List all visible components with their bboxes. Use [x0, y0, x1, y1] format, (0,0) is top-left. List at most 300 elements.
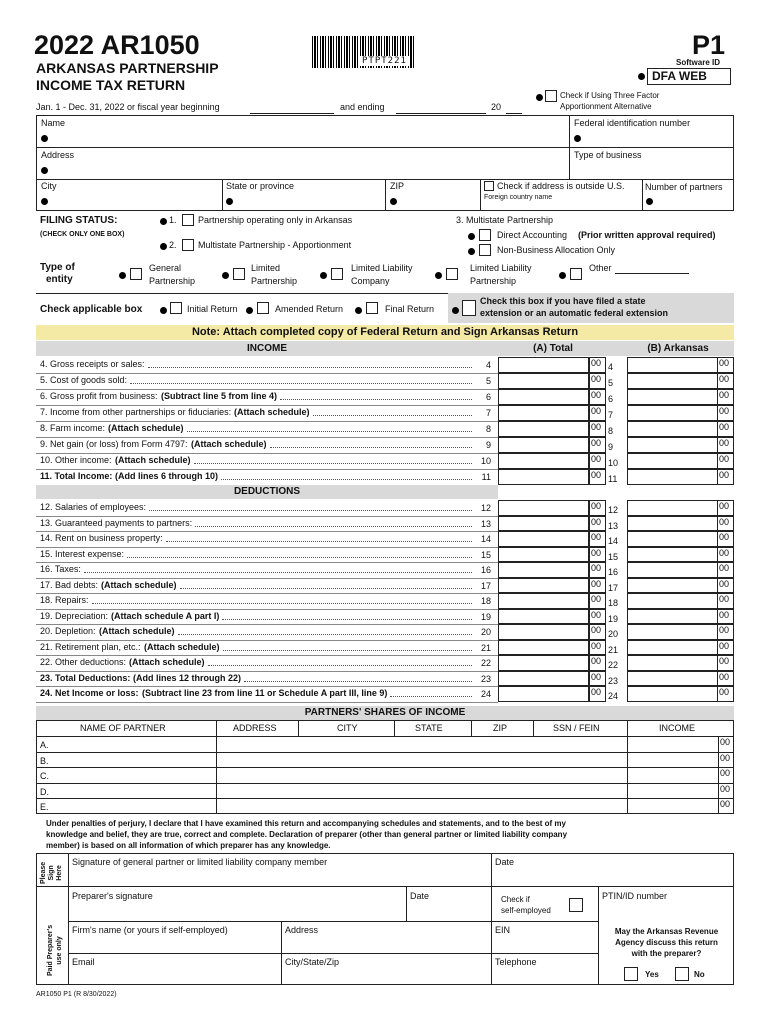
amount-total-field[interactable]	[498, 357, 589, 373]
amended-return-checkbox[interactable]	[257, 302, 269, 314]
amount-arkansas-field[interactable]	[627, 437, 718, 453]
entity-limited-label: Limited	[251, 263, 281, 273]
amount-total-field[interactable]	[498, 469, 589, 485]
partner-name-field[interactable]	[69, 798, 216, 813]
telephone-label: Telephone	[495, 957, 537, 967]
row-divider	[36, 655, 498, 656]
ptin-label: PTIN/ID number	[602, 891, 668, 901]
cents-arkansas-value: 00	[719, 625, 730, 635]
filing-status-1-checkbox[interactable]	[182, 214, 194, 226]
column-line-number: 23	[608, 675, 619, 686]
dot-leader	[280, 392, 472, 400]
entity-other-line[interactable]	[615, 273, 689, 274]
discuss-label: May the Arkansas Revenue	[614, 927, 719, 936]
line-number: 22	[480, 658, 491, 668]
amount-arkansas-field[interactable]	[627, 655, 718, 671]
amount-total-field[interactable]	[498, 531, 589, 547]
bullet-icon	[468, 233, 475, 240]
final-return-label: Final Return	[385, 304, 435, 314]
please-sign-3: Here	[56, 865, 63, 881]
row-divider	[36, 671, 498, 672]
bullet-icon	[435, 272, 442, 279]
preparer-date-label: Date	[410, 891, 430, 901]
year-prefix: 20	[491, 102, 502, 112]
cents-arkansas-value: 00	[719, 640, 730, 651]
cents-arkansas-value: 00	[719, 470, 730, 480]
line-label: 8. Farm income:	[40, 423, 106, 433]
bullet-icon	[452, 307, 459, 314]
line-number: 10	[480, 456, 491, 466]
partner-income-field[interactable]	[628, 798, 718, 813]
row-divider	[36, 578, 498, 579]
partner-row-label: B.	[40, 755, 49, 766]
dot-leader	[127, 550, 472, 558]
amount-arkansas-field[interactable]	[627, 357, 718, 373]
amount-total-field[interactable]	[498, 578, 589, 594]
column-line-number: 4	[608, 362, 614, 372]
amount-total-field[interactable]	[498, 609, 589, 625]
column-line-number: 19	[608, 613, 619, 624]
cents-arkansas-value: 00	[719, 656, 730, 666]
partners-header: PARTNERS' SHARES OF INCOME	[304, 707, 466, 718]
line-number: 19	[480, 611, 491, 622]
row-divider	[36, 593, 498, 594]
amount-arkansas-field[interactable]	[627, 547, 718, 563]
amount-arkansas-field[interactable]	[627, 531, 718, 547]
line-number: 12	[480, 503, 491, 513]
dot-leader	[148, 360, 472, 368]
row-divider	[36, 389, 498, 390]
three-factor-checkbox[interactable]	[545, 90, 557, 102]
line-number: 20	[480, 627, 491, 637]
partner-details-field[interactable]	[217, 783, 627, 798]
cents-total-value: 00	[591, 532, 602, 542]
line-number: 23	[480, 673, 491, 684]
line-label: 16. Taxes:	[40, 564, 81, 574]
partner-income-cents: 00	[720, 737, 731, 747]
entity-llc-label: Limited Liability	[351, 263, 413, 273]
line-number: 13	[480, 518, 491, 529]
amount-arkansas-field[interactable]	[627, 389, 718, 405]
row-divider	[36, 702, 498, 703]
line-number: 7	[485, 408, 491, 418]
amount-arkansas-field[interactable]	[627, 593, 718, 609]
column-line-number: 12	[608, 505, 619, 515]
state-label: State or province	[226, 181, 295, 191]
column-line-number: 7	[608, 410, 614, 420]
cents-total-value: 00	[591, 578, 602, 589]
row-divider	[36, 421, 498, 422]
bullet-icon	[160, 218, 167, 225]
address-label: Address	[41, 150, 75, 160]
amount-arkansas-field[interactable]	[627, 373, 718, 389]
column-line-number: 24	[608, 691, 619, 701]
cents-total-value: 00	[591, 594, 602, 604]
col-partner-zip: ZIP	[493, 723, 508, 733]
cents-arkansas-value: 00	[719, 578, 730, 589]
amount-total-field[interactable]	[498, 453, 589, 469]
partner-details-field[interactable]	[217, 798, 627, 813]
amount-arkansas-field[interactable]	[627, 405, 718, 421]
partner-income-field[interactable]	[628, 752, 718, 767]
partner-row-label: C.	[40, 771, 49, 782]
partner-income-cents: 00	[720, 752, 731, 763]
amount-total-field[interactable]	[498, 671, 589, 687]
cents-total-value: 00	[591, 422, 602, 432]
column-line-number: 13	[608, 520, 619, 531]
cents-arkansas-value: 00	[719, 406, 730, 416]
partner-name-field[interactable]	[69, 736, 216, 751]
outside-us-label: Check if address is outside U.S.	[497, 181, 625, 191]
cents-total-value: 00	[591, 625, 602, 635]
amount-total-field[interactable]	[498, 593, 589, 609]
name-label: Name	[41, 118, 66, 128]
cents-arkansas-value: 00	[719, 374, 730, 384]
income-header: INCOME	[247, 343, 287, 354]
dot-leader	[221, 472, 472, 480]
deductions-header: DEDUCTIONS	[233, 486, 301, 497]
entity-other-label: Other	[589, 263, 612, 273]
dot-leader	[166, 534, 472, 542]
dot-leader	[178, 627, 472, 635]
signature-date-label: Date	[495, 857, 515, 867]
cents-arkansas-value: 00	[719, 532, 730, 542]
cents-arkansas-value: 00	[719, 594, 730, 604]
filing-status-2-checkbox[interactable]	[182, 239, 194, 251]
cents-arkansas-value: 00	[719, 438, 730, 448]
row-divider	[36, 562, 498, 563]
line-instruction: (Attach schedule)	[99, 626, 175, 636]
line-instruction: (Add lines 12 through 22)	[133, 672, 242, 683]
signature-label: Signature of general partner or limited liability company member	[72, 857, 328, 867]
amount-total-field[interactable]	[498, 373, 589, 389]
entity-general-checkbox[interactable]	[130, 268, 142, 280]
footer-form-id: AR1050 P1 (R 8/30/2022)	[36, 991, 117, 998]
column-line-number: 6	[608, 394, 614, 404]
name-field[interactable]	[41, 135, 48, 142]
discuss-label-3: with the preparer?	[631, 949, 702, 958]
entity-llp-label: Limited Liability	[470, 263, 532, 273]
column-line-number: 8	[608, 426, 614, 436]
partner-row-label: D.	[40, 786, 49, 797]
discuss-yes-label: Yes	[645, 970, 659, 979]
address-field[interactable]	[41, 167, 48, 174]
partner-details-field[interactable]	[217, 767, 627, 782]
line-label: 12. Salaries of employees:	[40, 502, 147, 512]
amount-arkansas-field[interactable]	[627, 624, 718, 640]
cents-total-value: 00	[591, 640, 602, 651]
amount-arkansas-field[interactable]	[627, 640, 718, 656]
column-line-number: 20	[608, 629, 619, 639]
line-label: 7. Income from other partnerships or fiduciaries:	[40, 407, 232, 417]
partners-field[interactable]	[646, 198, 653, 205]
please-sign-2: Sign	[48, 865, 55, 881]
final-return-checkbox[interactable]	[366, 302, 378, 314]
cents-total-value: 00	[591, 516, 602, 527]
bullet-icon	[246, 307, 253, 314]
fiscal-begin-line[interactable]	[250, 113, 334, 114]
partner-details-field[interactable]	[217, 736, 627, 751]
line-label: 15. Interest expense:	[40, 548, 125, 559]
bullet-icon	[119, 272, 126, 279]
entity-llc-checkbox[interactable]	[331, 268, 343, 280]
dot-leader	[180, 581, 472, 589]
column-line-number: 9	[608, 442, 614, 452]
partner-name-field[interactable]	[69, 752, 216, 767]
partner-name-field[interactable]	[69, 767, 216, 782]
cents-total-value: 00	[591, 687, 602, 697]
amount-total-field[interactable]	[498, 405, 589, 421]
opt2-num: 2.	[169, 240, 177, 250]
paid-prep-1: Paid Preparer's	[47, 924, 54, 976]
line-number: 5	[485, 376, 491, 386]
dot-leader	[313, 408, 472, 416]
entity-limited-label-2: Partnership	[251, 276, 298, 286]
cents-total-value: 00	[591, 374, 602, 384]
line-label: 4. Gross receipts or sales:	[40, 359, 145, 369]
fein-field[interactable]	[574, 135, 581, 142]
direct-accounting-note: (Prior written approval required)	[578, 230, 716, 240]
outside-us-checkbox[interactable]	[484, 181, 494, 191]
column-line-number: 16	[608, 567, 619, 577]
line-instruction: (Attach schedule A part I)	[111, 610, 220, 621]
cents-arkansas-value: 00	[719, 422, 730, 432]
amount-total-field[interactable]	[498, 547, 589, 563]
filing-status-sublabel: (CHECK ONLY ONE BOX)	[40, 231, 125, 238]
extension-checkbox[interactable]	[462, 300, 476, 316]
row-divider	[36, 373, 498, 374]
bullet-icon	[160, 243, 167, 250]
paid-preparer-label	[46, 925, 64, 976]
cents-total-value: 00	[591, 454, 602, 464]
email-label: Email	[72, 957, 95, 967]
dot-leader	[244, 674, 472, 682]
partner-row-label: E.	[40, 802, 49, 813]
col-partner-address: ADDRESS	[233, 723, 277, 733]
column-line-number: 5	[608, 378, 614, 388]
business-type-label: Type of business	[574, 150, 642, 160]
perjury-line-1: Under penalties of perjury, I declare that I have examined this return and accompanying schedules and statements, and to the best of my	[46, 819, 566, 828]
three-factor-label: Check if Using Three Factor	[560, 91, 660, 100]
amount-arkansas-field[interactable]	[627, 421, 718, 437]
zip-label: ZIP	[390, 181, 405, 191]
partner-name-field[interactable]	[69, 783, 216, 798]
line-instruction: (Subtract line 23 from line 11 or Schedule A part III, line 9)	[142, 688, 388, 698]
fiscal-end-line[interactable]	[396, 113, 486, 114]
line-instruction: (Attach schedule)	[129, 657, 205, 667]
entity-llp-checkbox[interactable]	[446, 268, 458, 280]
barcode-text: PTPT221	[362, 56, 407, 66]
entity-general-label: General	[149, 263, 182, 273]
non-business-checkbox[interactable]	[479, 244, 491, 256]
entity-label-2: entity	[46, 274, 73, 285]
software-id-field[interactable]: DFA WEB	[647, 68, 731, 85]
line-instruction: (Attach schedule)	[115, 455, 191, 465]
cents-arkansas-value: 00	[719, 671, 730, 682]
city-label: City	[41, 181, 57, 191]
cents-arkansas-value: 00	[719, 563, 730, 573]
line-label: 18. Repairs:	[40, 595, 89, 605]
cents-arkansas-value: 00	[719, 687, 730, 697]
discuss-yes-checkbox[interactable]	[624, 967, 638, 981]
amount-arkansas-field[interactable]	[627, 469, 718, 485]
cents-total-value: 00	[591, 406, 602, 416]
column-line-number: 14	[608, 536, 619, 546]
bullet-icon	[355, 307, 362, 314]
partner-row-label: A.	[40, 740, 49, 750]
firm-address-label: Address	[285, 925, 319, 935]
amount-total-field[interactable]	[498, 500, 589, 516]
line-label: 21. Retirement plan, etc.:	[40, 641, 141, 652]
line-label: 14. Rent on business property:	[40, 533, 163, 543]
amount-total-field[interactable]	[498, 655, 589, 671]
cents-total-value: 00	[591, 438, 602, 448]
bullet-icon	[320, 272, 327, 279]
cents-arkansas-value: 00	[719, 454, 730, 464]
entity-limited-checkbox[interactable]	[233, 268, 245, 280]
extension-label: Check this box if you have filed a state	[480, 296, 646, 306]
city-state-zip-label: City/State/Zip	[285, 957, 340, 967]
row-divider	[36, 516, 498, 517]
amount-arkansas-field[interactable]	[627, 609, 718, 625]
line-label: 9. Net gain (or loss) from Form 4797:	[40, 439, 188, 449]
line-number: 18	[480, 596, 491, 606]
row-divider	[36, 624, 498, 625]
line-number: 8	[485, 424, 491, 434]
row-divider	[36, 640, 498, 641]
amount-arkansas-field[interactable]	[627, 578, 718, 594]
paid-prep-2: use only	[56, 936, 63, 965]
line-label: 20. Depletion:	[40, 626, 96, 636]
amount-arkansas-field[interactable]	[627, 500, 718, 516]
fein-label: Federal identification number	[574, 118, 691, 128]
initial-return-checkbox[interactable]	[170, 302, 182, 314]
cents-arkansas-value: 00	[719, 516, 730, 527]
direct-accounting-checkbox[interactable]	[479, 229, 491, 241]
direct-accounting-label: Direct Accounting	[497, 230, 568, 240]
line-label: 10. Other income:	[40, 455, 112, 465]
amount-total-field[interactable]	[498, 516, 589, 532]
cents-total-value: 00	[591, 563, 602, 573]
tax-year-label: Jan. 1 - Dec. 31, 2022 or fiscal year beginning	[36, 102, 220, 112]
year-line[interactable]	[506, 113, 522, 114]
column-line-number: 21	[608, 644, 619, 655]
partner-income-field[interactable]	[628, 783, 718, 798]
dot-leader	[92, 596, 472, 604]
bullet-icon	[638, 73, 645, 80]
applicable-label: Check applicable box	[40, 304, 143, 315]
cents-arkansas-value: 00	[719, 609, 730, 620]
partner-income-cents: 00	[720, 799, 731, 810]
row-divider	[36, 531, 498, 532]
extension-label-2: extension or an automatic federal extension	[480, 308, 669, 318]
dot-leader	[84, 565, 472, 573]
amount-arkansas-field[interactable]	[627, 453, 718, 469]
page-id: P1	[692, 30, 726, 60]
dot-leader	[270, 440, 472, 448]
and-ending-label: and ending	[340, 102, 385, 112]
col-partner-income: INCOME	[659, 723, 695, 733]
amount-total-field[interactable]	[498, 640, 589, 656]
amount-total-field[interactable]	[498, 389, 589, 405]
amount-total-field[interactable]	[498, 421, 589, 437]
cents-total-value: 00	[591, 390, 602, 400]
signature-field[interactable]	[69, 868, 490, 885]
amount-arkansas-field[interactable]	[627, 686, 718, 702]
amount-total-field[interactable]	[498, 686, 589, 702]
line-label: 5. Cost of goods sold:	[40, 375, 128, 385]
line-label: 11. Total Income:	[40, 471, 113, 481]
non-business-label: Non-Business Allocation Only	[497, 245, 616, 255]
ein-label: EIN	[495, 925, 511, 935]
entity-general-label-2: Partnership	[149, 276, 196, 286]
note-text: Note: Attach completed copy of Federal Return and Sign Arkansas Return	[191, 326, 579, 338]
row-divider	[36, 453, 498, 454]
filing-status-3-label: 3. Multistate Partnership	[456, 215, 554, 225]
cents-total-value: 00	[591, 358, 602, 368]
filing-status-1-label: Partnership operating only in Arkansas	[198, 215, 353, 225]
amount-total-field[interactable]	[498, 437, 589, 453]
line-number: 15	[480, 549, 491, 560]
line-instruction: (Subtract line 5 from line 4)	[161, 391, 278, 401]
dot-leader	[194, 456, 472, 464]
cents-arkansas-value: 00	[719, 547, 730, 558]
amount-arkansas-field[interactable]	[627, 516, 718, 532]
discuss-label-2: Agency discuss this return	[615, 938, 718, 947]
discuss-no-checkbox[interactable]	[675, 967, 689, 981]
dot-leader	[223, 643, 472, 651]
line-instruction: (Attach schedule)	[101, 579, 177, 590]
line-label: 13. Guaranteed payments to partners:	[40, 517, 193, 528]
bullet-icon	[536, 94, 543, 101]
amount-arkansas-field[interactable]	[627, 562, 718, 578]
amount-arkansas-field[interactable]	[627, 671, 718, 687]
cents-total-value: 00	[591, 671, 602, 682]
preparer-signature-label: Preparer's signature	[72, 891, 153, 901]
bullet-icon	[222, 272, 229, 279]
firm-name-label: Firm's name (or yours if self-employed)	[72, 925, 228, 935]
amount-total-field[interactable]	[498, 562, 589, 578]
column-line-number: 18	[608, 598, 619, 608]
zip-field[interactable]	[390, 198, 397, 205]
amended-return-label: Amended Return	[275, 304, 344, 314]
cents-total-value: 00	[591, 501, 602, 511]
amount-total-field[interactable]	[498, 624, 589, 640]
partner-income-field[interactable]	[628, 767, 718, 782]
line-number: 9	[485, 440, 491, 450]
entity-llc-label-2: Company	[351, 276, 390, 286]
line-label: 6. Gross profit from business:	[40, 391, 158, 401]
self-employed-checkbox[interactable]	[569, 898, 583, 912]
row-divider	[36, 405, 498, 406]
line-number: 4	[485, 360, 491, 370]
initial-return-label: Initial Return	[187, 304, 238, 314]
software-id-label: Software ID	[676, 58, 721, 67]
cents-total-value: 00	[591, 547, 602, 558]
dot-leader	[130, 376, 472, 384]
entity-other-checkbox[interactable]	[570, 268, 582, 280]
line-instruction: (Attach schedule)	[234, 407, 310, 417]
partners-label: Number of partners	[645, 182, 723, 192]
city-field[interactable]	[41, 198, 48, 205]
partner-details-field[interactable]	[217, 752, 627, 767]
line-instruction: (Attach schedule)	[191, 439, 267, 449]
state-field[interactable]	[226, 198, 233, 205]
filing-status-label: FILING STATUS:	[40, 215, 118, 226]
col-partner-ssn: SSN / FEIN	[553, 723, 600, 733]
partner-income-field[interactable]	[628, 736, 718, 751]
foreign-country-label: Foreign country name	[484, 194, 553, 201]
